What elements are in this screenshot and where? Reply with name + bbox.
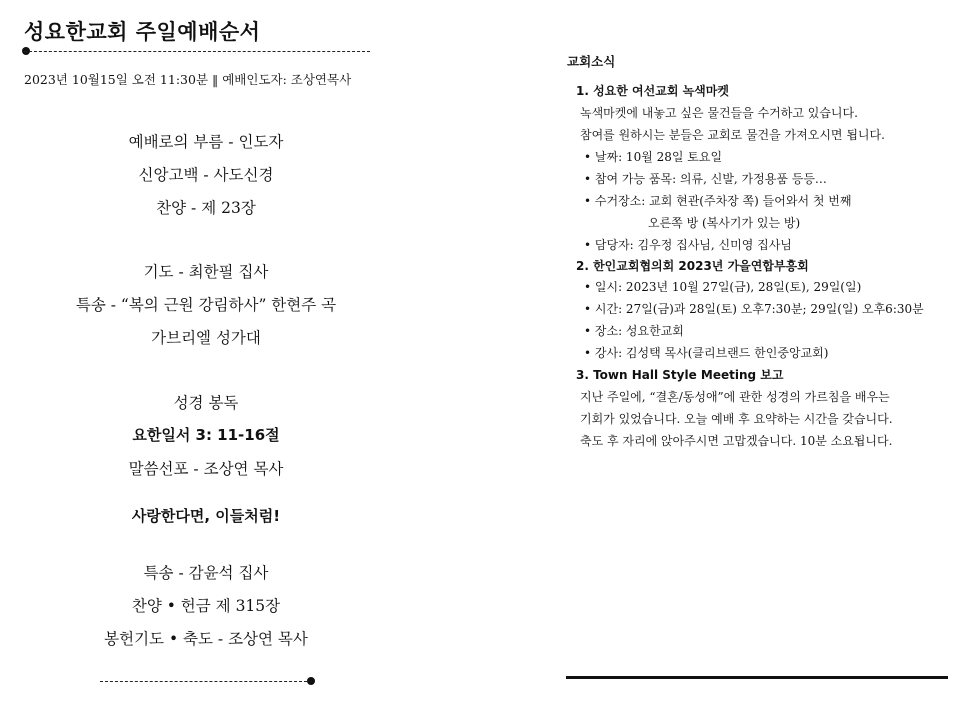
news-heading: 1. 성요한 여선교회 녹색마켓 xyxy=(576,84,729,98)
order-item-offering: 찬양 • 헌금 제 315장 xyxy=(131,597,281,615)
news-line: 지난 주일에, “결혼/동성애”에 관한 성경의 가르침을 배우는 xyxy=(580,390,890,404)
bottom-rule xyxy=(566,676,948,679)
order-item-choir: 가브리엘 성가대 xyxy=(151,329,261,347)
news-line: 축도 후 자리에 앉아주시면 고맙겠습니다. 10분 소요됩니다. xyxy=(580,434,893,448)
news-line: 기회가 있었습니다. 오늘 예배 후 요약하는 시간을 갖습니다. xyxy=(580,412,893,426)
bullet-dot-bottom xyxy=(307,677,315,685)
news-line: 참여를 원하시는 분들은 교회로 물건을 가져오시면 됩니다. xyxy=(580,128,885,142)
news-line: 녹색마켓에 내놓고 싶은 물건들을 수거하고 있습니다. xyxy=(580,106,858,120)
news-line: • 참여 가능 품목: 의류, 신발, 가정용품 등등… xyxy=(584,172,827,186)
order-item-call: 예배로의 부름 - 인도자 xyxy=(128,133,284,151)
news-line: • 일시: 2023년 10월 27일(금), 28일(토), 29일(일) xyxy=(584,280,862,294)
order-item-special-song: 특송 - “복의 근원 강림하사” 한현주 곡 xyxy=(75,296,337,314)
dashed-divider-bottom xyxy=(100,681,307,682)
news-line: • 날짜: 10월 28일 토요일 xyxy=(584,150,723,164)
sermon-title: 사랑한다면, 이들처럼! xyxy=(131,507,281,525)
order-item-scripture-ref: 요한일서 3: 11-16절 xyxy=(132,426,280,444)
church-news-panel xyxy=(560,0,980,702)
order-item-sermon: 말씀선포 - 조상연 목사 xyxy=(128,460,284,478)
dashed-divider-top xyxy=(24,51,370,52)
order-item-prayer: 기도 - 최한필 집사 xyxy=(143,263,269,281)
news-line: • 강사: 김성택 목사(클리브랜드 한인중앙교회) xyxy=(584,346,829,360)
order-item-hymn: 찬양 - 제 23장 xyxy=(156,199,256,217)
worship-order-panel xyxy=(0,0,420,702)
news-title: 교회소식 xyxy=(567,54,616,69)
order-item-creed: 신앙고백 - 사도신경 xyxy=(138,166,274,184)
order-item-scripture-reading: 성경 봉독 xyxy=(173,394,239,412)
page-title: 성요한교회 주일예배순서 xyxy=(24,20,261,44)
order-item-benediction: 봉헌기도 • 축도 - 조상연 목사 xyxy=(104,630,308,648)
order-item-special-song-2: 특송 - 감윤석 집사 xyxy=(143,564,269,582)
news-line: • 시간: 27일(금)과 28일(토) 오후7:30분; 29일(일) 오후6:30분 xyxy=(584,302,924,316)
news-heading: 3. Town Hall Style Meeting 보고 xyxy=(576,368,784,382)
service-info: 2023년 10월15일 오전 11:30분 ‖ 예배인도자: 조상연목사 xyxy=(24,72,352,87)
news-heading: 2. 한인교회협의회 2023년 가을연합부흥회 xyxy=(576,259,809,273)
news-line: • 장소: 성요한교회 xyxy=(584,324,684,338)
news-line: 오른쪽 방 (복사기가 있는 방) xyxy=(648,216,801,230)
news-line: • 수거장소: 교회 현관(주차장 쪽) 들어와서 첫 번째 xyxy=(584,194,852,208)
news-line: • 담당자: 김우정 집사님, 신미영 집사님 xyxy=(584,238,792,252)
